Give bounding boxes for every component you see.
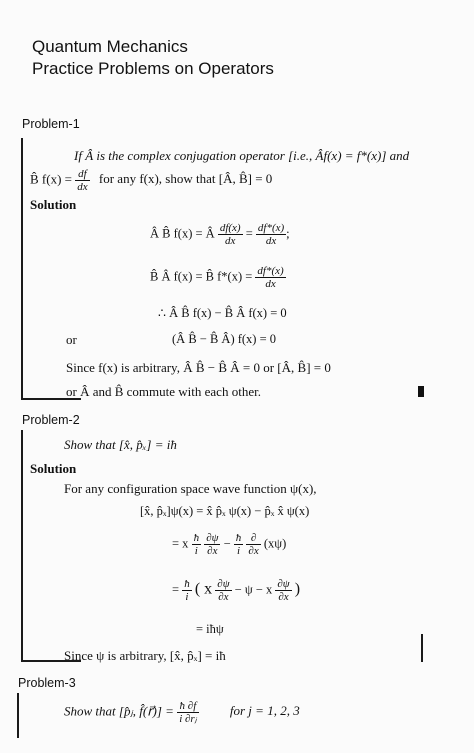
problem2-since-line: Since ψ is arbitrary, [x̂, p̂ₓ] = iħ bbox=[64, 648, 226, 663]
p1-b-def: B̂ f(x) = bbox=[30, 171, 72, 187]
problem1-since-line: Since f(x) is arbitrary, Â B̂ − B̂ Â = 0 or [Â, B̂] = 0 bbox=[66, 360, 331, 375]
problem2-label: Problem-2 bbox=[22, 413, 80, 427]
problem1-or: or bbox=[66, 332, 77, 347]
problem3-label: Problem-3 bbox=[18, 676, 76, 690]
problem2-eq4: = iħψ bbox=[196, 622, 224, 636]
end-of-proof-mark bbox=[418, 386, 424, 397]
problem1-eq4: (Â B̂ − B̂ Â) f(x) = 0 bbox=[172, 332, 277, 346]
problem1-statement-line1: If Â is the complex conjugation operator [i.e., Âf(x) = f*(x)] and bbox=[74, 148, 410, 163]
problem1-solution-label: Solution bbox=[30, 197, 77, 212]
problem1-margin-bar bbox=[21, 138, 23, 400]
problem3-margin-bar bbox=[17, 693, 19, 738]
p1-df-dx: $\frac{df}{dx}$ bbox=[77, 168, 88, 193]
problem1-eq2: B̂ Â f(x) = B̂ f*(x) = $\frac{df*(x)}{dx}$ bbox=[150, 265, 284, 290]
problem2-right-bar bbox=[421, 634, 423, 662]
problem2-solution-label: Solution bbox=[30, 461, 77, 476]
problem2-intro: For any configuration space wave function ψ(x), bbox=[64, 481, 317, 496]
problem1-label: Problem-1 bbox=[22, 117, 80, 131]
doc-title-line1: Quantum Mechanics bbox=[32, 37, 188, 56]
problem1-eq3: ∴ Â B̂ f(x) − B̂ Â f(x) = 0 bbox=[158, 306, 287, 320]
problem2-eq3: = $\frac{ħ}{i}$ ( x $\frac{\partial\psi}{\partial x}$ − ψ − x $\frac{\partial\psi}{\partial x}$ ) bbox=[172, 578, 301, 603]
doc-title-line2: Practice Problems on Operators bbox=[32, 59, 274, 78]
problem1-statement-line2 bbox=[30, 168, 272, 193]
problem1-eq1: Â B̂ f(x) = Â $\frac{df(x)}{dx}$ = $\frac{df*(x)}{dx}$ ; bbox=[150, 222, 290, 247]
problem2-statement: Show that [x̂, p̂ₓ] = iħ bbox=[64, 437, 177, 452]
problem1-commute-line: or Â and B̂ commute with each other. bbox=[66, 384, 261, 399]
p1-statement-rest: for any f(x), show that [Â, B̂] = 0 bbox=[98, 171, 273, 187]
problem2-margin-bar bbox=[21, 430, 23, 662]
problem2-eq1: [x̂, p̂ₓ]ψ(x) = x̂ p̂ₓ ψ(x) − p̂ₓ x̂ ψ(x) bbox=[140, 504, 310, 518]
problem3-statement: Show that [p̂ⱼ, f̂(r⃗)] = $\frac{ħ \partial f}{\text{i ∂rⱼ}}$ for j = 1, 2, 3 bbox=[64, 700, 300, 725]
problem2-eq2: = x $\frac{ħ}{i}$ $\frac{\partial\psi}{\partial x}$ − $\frac{ħ}{i}$ $\frac{\partial}{\partial x}$ (xψ) bbox=[172, 532, 287, 557]
